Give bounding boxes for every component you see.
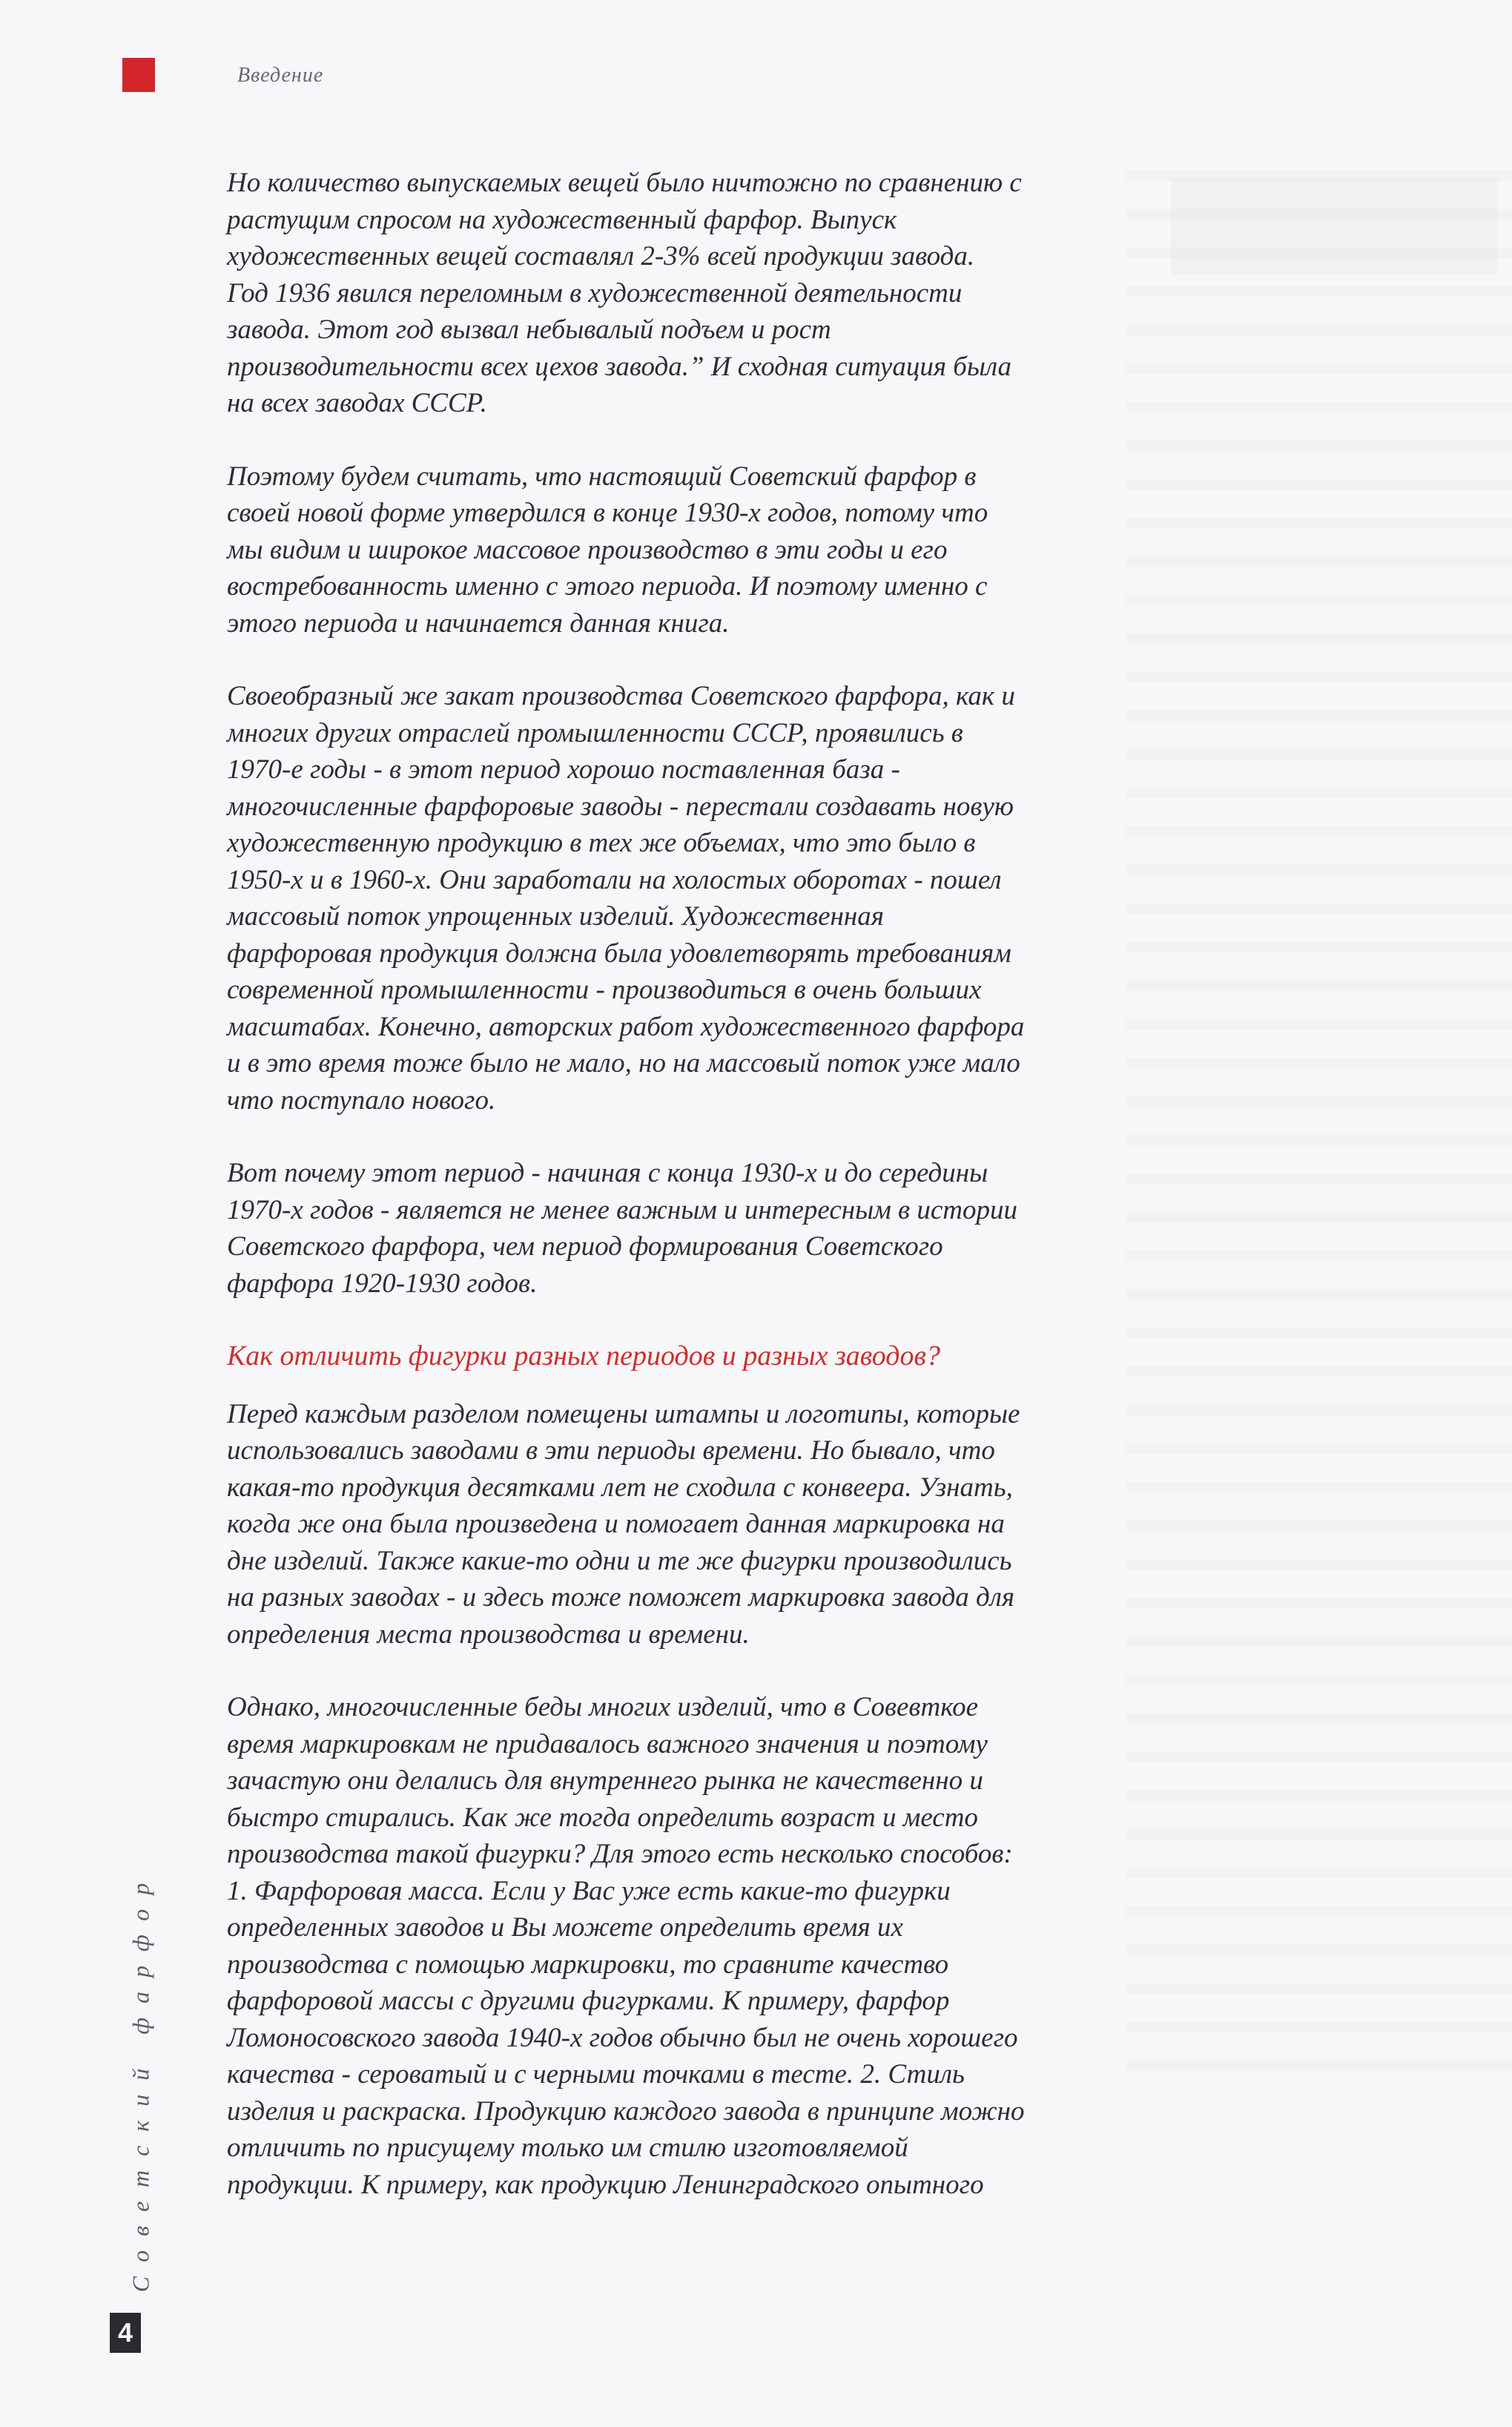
spine-title-block bbox=[119, 1862, 163, 2299]
section-heading: Как отличить фигурки разных периодов и разных заводов? bbox=[227, 1340, 941, 1371]
paragraph-1: Но количество выпускаемых вещей было ничтожно по сравнению с растущим спросом на художественный фарфор. Выпуск художественных вещей составлял 2-3% всей продукции завода. Год 1936 явился переломным в художественной деятельности завода. Этот год вызвал небывалый подъем и рост производительности всех цехов завода.” И сходная ситуация была на всех заводах СССР. bbox=[227, 168, 1022, 418]
section-label: Введение bbox=[237, 64, 324, 87]
paragraph-6: Однако, многочисленные беды многих изделий, что в Совевткое время маркировкам не придавалось важного значения и поэтому зачастую они делались для внутреннего рынка не качественно и быстро стирались. Как же тогда определить возраст и место производства такой фигурки? Для этого есть несколько способов: 1. Фарфоровая масса. Если у Вас уже есть какие-то фигурки определенных заводов и Вы можете определить время их производства с помощью маркировки, то сравните качество фарфоровой массы с другими фигурками. К примеру, фарфор Ломоносовского завода 1940-х годов обычно был не очень хорошего качества - сероватый и с черными точками в тесте. 2. Стиль изделия и раскраска. Продукцию каждого завода в принципе можно отличить по присущему только им стилю изготовляемой продукции. К примеру, как продукцию Ленинградского опытного bbox=[227, 1692, 1025, 2200]
page-bleed-through bbox=[1126, 171, 1512, 2099]
paragraph-2: Поэтому будем считать, что настоящий Советский фарфор в своей новой форме утвердился в конце 1930-х годов, потому что мы видим и широкое массовое производство в эти годы и его востребованность именно с этого периода. И поэтому именно с этого периода и начинается данная книга. bbox=[227, 461, 988, 639]
page-number: 4 bbox=[110, 2313, 141, 2353]
page-bleed-through-title bbox=[1171, 178, 1497, 274]
section-marker bbox=[122, 58, 155, 92]
paragraph-5: Перед каждым разделом помещены штампы и логотипы, которые использовались заводами в эти периоды времени. Но бывало, что какая-то продукция десятками лет не сходила с конвеера. Узнать, когда же она была произведена и помогает данная маркировка на дне изделий. Также какие-то одни и те же фигурки производились на разных заводах - и здесь тоже поможет маркировка завода для определения места производства и времени. bbox=[227, 1398, 1020, 1650]
paragraph-4: Вот почему этот период - начиная с конца 1930-х и до середины 1970-х годов - является не менее важным и интересным в истории Советского фарфора, чем период формирования Советского фарфора 1920-1930 годов. bbox=[227, 1158, 1018, 1299]
spine-title: Советский фарфор bbox=[127, 1868, 154, 2293]
paragraph-3: Своеобразный же закат производства Советского фарфора, как и многих других отраслей промышленности СССР, проявились в 1970-е годы - в этот период хорошо поставленная база - многочисленные фарфоровые заводы - перестали создавать новую художественную продукцию в тех же объемах, что это было в 1950-х и в 1960-х. Они заработали на холостых оборотах - пошел массовый поток упрощенных изделий. Художественная фарфоровая продукция должна была удовлетворять требованиям современной промышленности - производиться в очень больших масштабах. Конечно, авторских работ художественного фарфора и в это время тоже было не мало, но на массовый поток уже мало что поступало нового. bbox=[227, 681, 1025, 1116]
article-body bbox=[227, 165, 1146, 2239]
